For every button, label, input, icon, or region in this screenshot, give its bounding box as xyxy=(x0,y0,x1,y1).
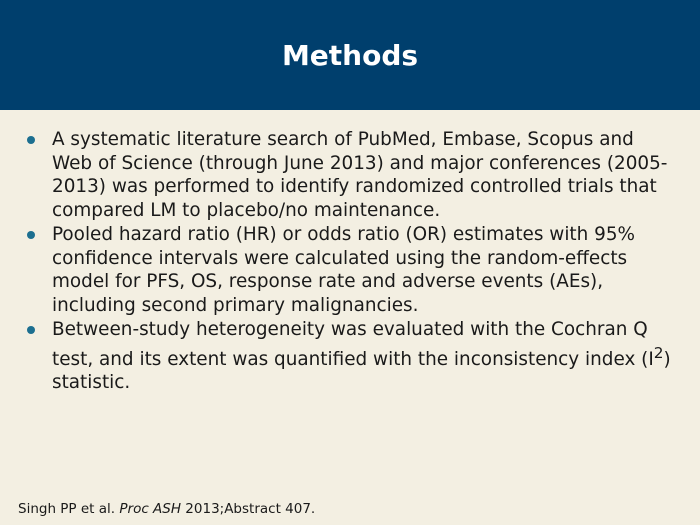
citation-authors: Singh PP et al. xyxy=(18,501,116,517)
citation-details: 2013;Abstract 407. xyxy=(185,501,316,517)
bullet-item xyxy=(22,128,678,222)
bullet-item xyxy=(22,318,678,395)
bullet-text: A systematic literature search of PubMed, Embase, Scopus and Web of Science (through June 2013) and major conferences (2005-2013) was performed to identify randomized controlled trials that compared LM to placebo/no maintenance. xyxy=(52,129,668,221)
bullet-list xyxy=(22,128,678,396)
citation-journal: Proc ASH xyxy=(119,501,181,517)
citation xyxy=(18,500,315,518)
bullet-dot-icon xyxy=(27,231,35,239)
bullet-item xyxy=(22,223,678,317)
bullet-text-after: ) statistic. xyxy=(52,348,671,394)
superscript: 2 xyxy=(653,343,664,362)
bullet-text-before: Between-study heterogeneity was evaluated with the Cochran Q test, and its extent was quantified with the inconsistency index (I xyxy=(52,319,654,370)
bullet-dot-icon xyxy=(27,136,35,144)
bullet-dot-icon xyxy=(27,326,35,334)
slide-title: Methods xyxy=(281,39,419,72)
bullet-text: Pooled hazard ratio (HR) or odds ratio (OR) estimates with 95% confidence intervals were calculated using the random-effects model for PFS, OS, response rate and adverse events (AEs), including second primary malignancies. xyxy=(52,224,636,316)
